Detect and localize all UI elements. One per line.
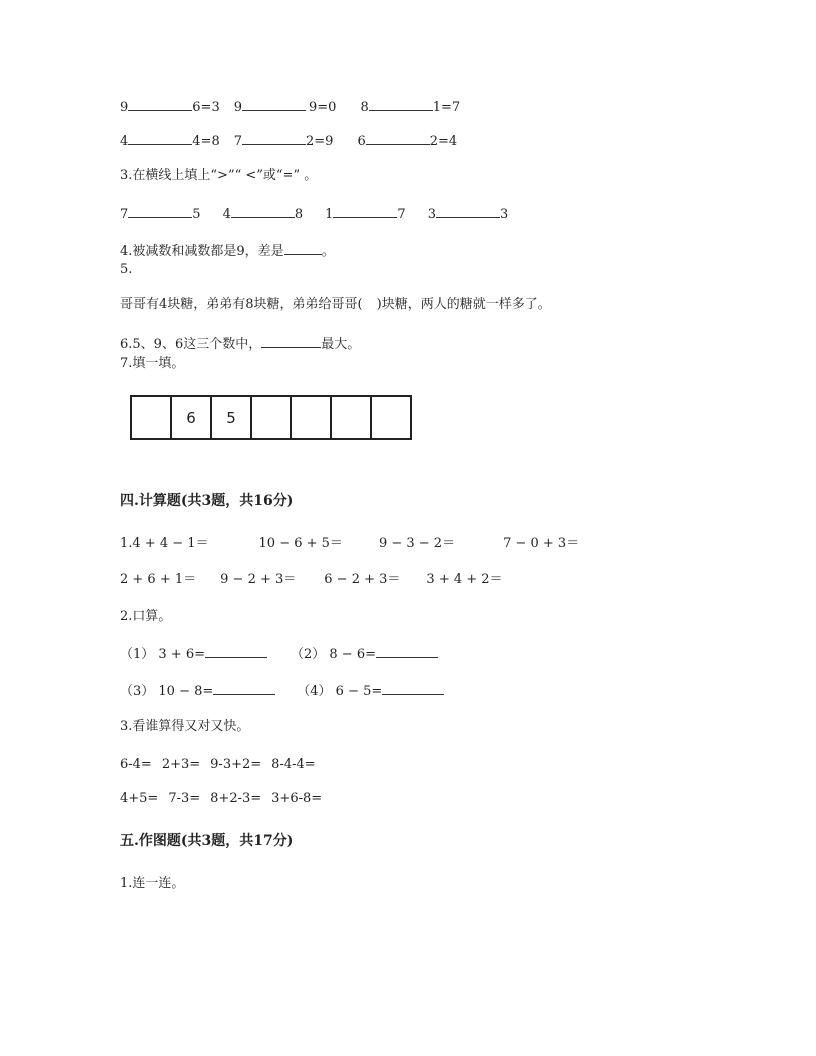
answer-blank[interactable] xyxy=(213,682,275,695)
grid-cell[interactable] xyxy=(132,397,172,438)
operand: 7 xyxy=(120,207,129,222)
calc-item: （2） 8 − 6= xyxy=(291,647,376,662)
calc-1-row-2 xyxy=(120,572,503,588)
draw-1-title: 1.连一连。 xyxy=(120,876,185,891)
calc-item: 2 + 6 + 1＝ xyxy=(120,572,197,587)
operand: 9 xyxy=(233,100,242,115)
question-3-title: 3.在横线上填上“>”“ <”或“=” 。 xyxy=(120,168,318,183)
grid-cell[interactable] xyxy=(332,397,372,438)
question-6 xyxy=(120,335,360,353)
operand: 7 xyxy=(397,207,406,222)
answer-blank[interactable] xyxy=(242,132,306,145)
calc-2-row-1 xyxy=(120,645,438,663)
calc-item: 8+2-3= xyxy=(210,791,262,806)
answer-blank[interactable] xyxy=(128,205,192,218)
grid-cell: 5 xyxy=(212,397,252,438)
answer-blank[interactable] xyxy=(205,645,267,658)
operand: 9=0 xyxy=(309,100,337,115)
calc-item: 7-3= xyxy=(168,791,201,806)
operand: 6 xyxy=(357,134,366,149)
calc-3-row-1 xyxy=(120,757,316,773)
grid-cell[interactable] xyxy=(292,397,332,438)
operand: 4 xyxy=(222,207,231,222)
answer-blank[interactable] xyxy=(436,205,500,218)
question-6-text: 6.5、9、6这三个数中， xyxy=(120,337,262,352)
compare-row xyxy=(120,205,508,223)
answer-blank[interactable] xyxy=(333,205,397,218)
answer-blank[interactable] xyxy=(261,335,321,348)
question-7-title: 7.填一填。 xyxy=(120,356,185,371)
grid-cell[interactable] xyxy=(372,397,412,438)
operand: 7 xyxy=(233,134,242,149)
calc-item: 7 − 0 + 3＝ xyxy=(503,536,580,551)
calc-item: 3 + 4 + 2＝ xyxy=(426,572,503,587)
answer-blank[interactable] xyxy=(376,645,438,658)
operand: 1 xyxy=(325,207,334,222)
grid-cell: 6 xyxy=(172,397,212,438)
answer-blank[interactable] xyxy=(128,132,192,145)
question-4-suffix: 。 xyxy=(321,244,335,259)
answer-blank[interactable] xyxy=(242,98,306,111)
calc-item: （4） 6 − 5= xyxy=(297,684,383,699)
operand: 3 xyxy=(427,207,436,222)
calc-item: 9-3+2= xyxy=(210,757,262,772)
operand: 6=3 xyxy=(192,100,220,115)
calc-item: 6 − 2 + 3＝ xyxy=(324,572,401,587)
operand: 5 xyxy=(192,207,201,222)
operand: 1=7 xyxy=(432,100,461,115)
fill-row-2 xyxy=(120,132,457,150)
calc-item: 1.4 + 4 − 1＝ xyxy=(120,536,209,551)
operand: 9 xyxy=(120,100,129,115)
answer-blank[interactable] xyxy=(128,98,192,111)
calc-item: （1） 3 + 6= xyxy=(120,647,205,662)
calc-item: 2+3= xyxy=(161,757,201,772)
calc-2-title: 2.口算。 xyxy=(120,609,172,624)
calc-2-row-2 xyxy=(120,682,444,700)
calc-item: 10 − 6 + 5＝ xyxy=(258,536,343,551)
calc-1-row-1 xyxy=(120,536,579,552)
question-5-text-a: 哥哥有4块糖，弟弟有8块糖，弟弟给哥哥( xyxy=(120,297,363,312)
answer-blank[interactable] xyxy=(284,242,322,255)
answer-blank[interactable] xyxy=(382,682,444,695)
fill-row-1 xyxy=(120,98,460,116)
calc-3-row-2 xyxy=(120,791,322,807)
question-5 xyxy=(120,297,551,313)
section-5-title: 五.作图题(共3题，共17分) xyxy=(120,833,294,849)
operand: 8 xyxy=(294,207,304,222)
section-4-title: 四.计算题(共3题，共16分) xyxy=(120,493,294,509)
operand: 2=9 xyxy=(306,134,334,149)
question-4-text: 4.被减数和减数都是9，差是 xyxy=(120,244,284,259)
answer-blank[interactable] xyxy=(369,98,433,111)
answer-blank[interactable] xyxy=(231,205,295,218)
question-5-number: 5. xyxy=(120,262,133,277)
question-4 xyxy=(120,242,335,260)
operand: 8 xyxy=(360,100,369,115)
number-grid xyxy=(130,395,412,440)
calc-3-title: 3.看谁算得又对又快。 xyxy=(120,719,250,734)
calc-item: 8-4-4= xyxy=(271,757,316,772)
calc-item: 6-4= xyxy=(120,757,152,772)
calc-item: 4+5= xyxy=(120,791,159,806)
question-5-text-b: )块糖，两人的糖就一样多了。 xyxy=(376,297,551,312)
operand: 2=4 xyxy=(429,134,458,149)
calc-item: 9 − 2 + 3＝ xyxy=(220,572,297,587)
operand: 4 xyxy=(120,134,129,149)
calc-item: （3） 10 − 8= xyxy=(120,684,214,699)
answer-blank[interactable] xyxy=(366,132,430,145)
question-6-suffix: 最大。 xyxy=(321,337,361,352)
operand: 4=8 xyxy=(192,134,220,149)
operand: 3 xyxy=(499,207,509,222)
calc-item: 3+6-8= xyxy=(271,791,323,806)
calc-item: 9 − 3 − 2＝ xyxy=(378,536,456,551)
grid-cell[interactable] xyxy=(252,397,292,438)
